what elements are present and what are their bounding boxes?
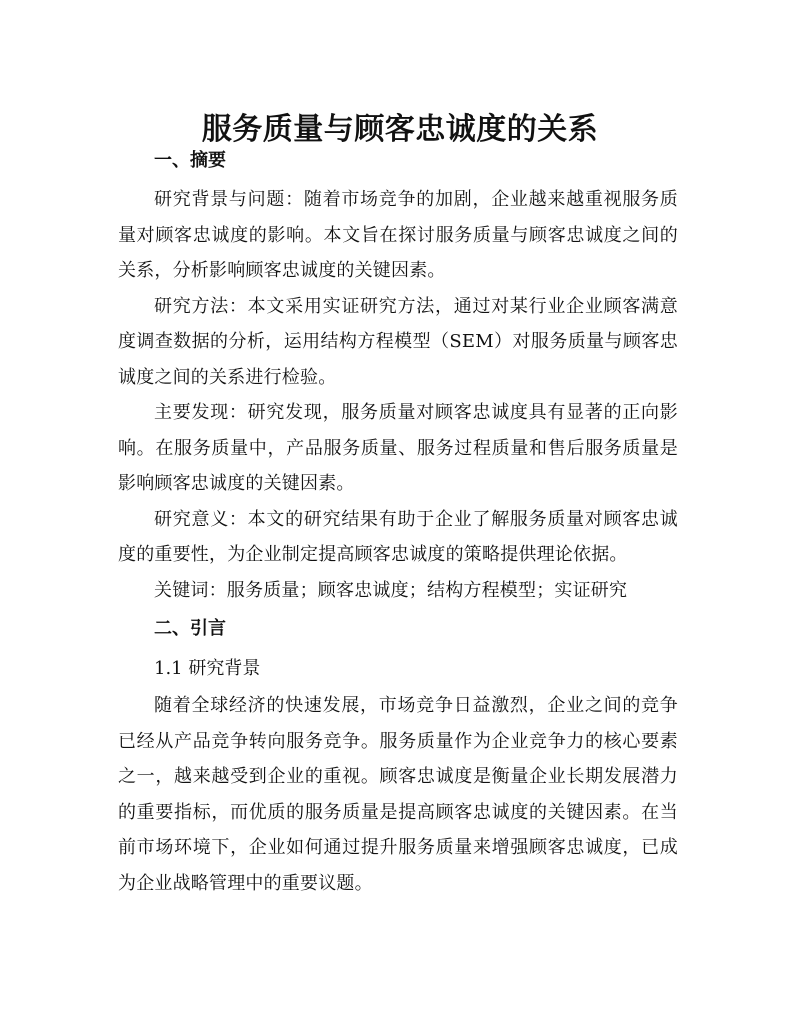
- document-body: [118, 140, 678, 901]
- introduction-heading: 二、引言: [154, 618, 226, 639]
- document-title: 服务质量与顾客忠诚度的关系: [201, 112, 599, 148]
- keywords-line: 关键词：服务质量；顾客忠诚度；结构方程模型；实证研究: [154, 579, 628, 601]
- abstract-findings-paragraph: 主要发现：研究发现，服务质量对顾客忠诚度具有显著的正向影响。在服务质量中，产品服务质量、服务过程质量和售后服务质量是影响顾客忠诚度的关键因素。: [118, 402, 678, 494]
- abstract-significance-paragraph: 研究意义：本文的研究结果有助于企业了解服务质量对顾客忠诚度的重要性，为企业制定提高顾客忠诚度的策略提供理论依据。: [118, 508, 678, 565]
- introduction-paragraph: 随着全球经济的快速发展，市场竞争日益激烈，企业之间的竞争已经从产品竞争转向服务竞争。服务质量作为企业竞争力的核心要素之一，越来越受到企业的重视。顾客忠诚度是衡量企业长期发展潜力的重要指标，而优质的服务质量是提高顾客忠诚度的关键因素。在当前市场环境下，企业如何通过提升服务质量来增强顾客忠诚度，已成为企业战略管理中的重要议题。: [118, 695, 678, 894]
- abstract-background-paragraph: 研究背景与问题：随着市场竞争的加剧，企业越来越重视服务质量对顾客忠诚度的影响。本文旨在探讨服务质量与顾客忠诚度之间的关系，分析影响顾客忠诚度的关键因素。: [118, 189, 678, 281]
- abstract-heading: 一、摘要: [154, 150, 226, 171]
- abstract-methods-paragraph: 研究方法：本文采用实证研究方法，通过对某行业企业顾客满意度调查数据的分析，运用结构方程模型（SEM）对服务质量与顾客忠诚度之间的关系进行检验。: [118, 295, 678, 388]
- subsection-1-1-heading: 1.1 研究背景: [154, 658, 261, 679]
